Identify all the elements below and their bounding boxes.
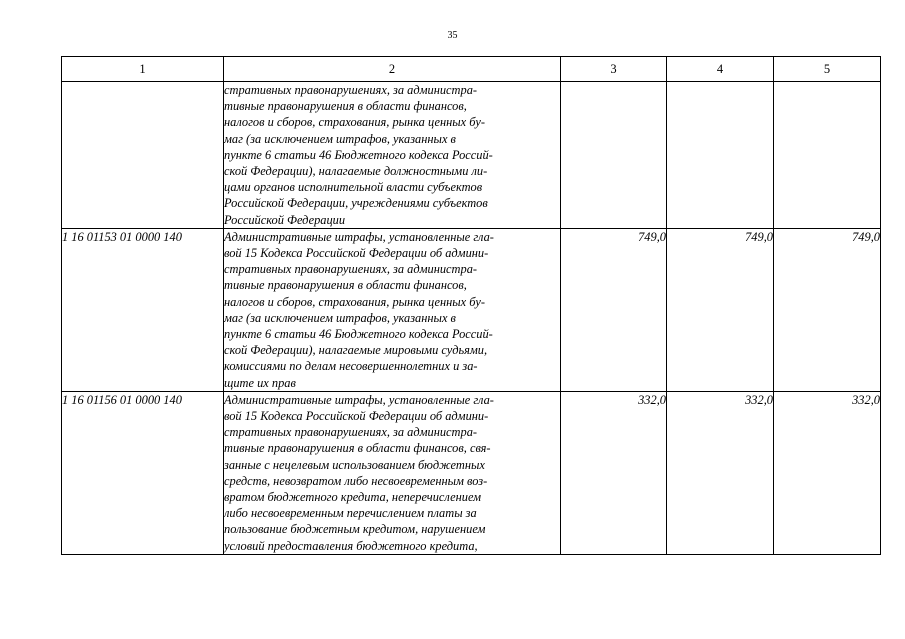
description-line: налогов и сборов, страхования, рынка ценных бу-	[224, 294, 485, 309]
description-line: стративных правонарушениях, за администра-	[224, 83, 478, 97]
row-value-col5: 332,0	[774, 391, 881, 554]
description-line: либо несвоевременным перечислением платы за	[224, 506, 477, 521]
description-line: пункте 6 статьи 46 Бюджетного кодекса Россий-	[224, 147, 493, 162]
table-header-row	[62, 57, 881, 82]
row-description	[224, 391, 561, 554]
description-line: Административные штрафы, установленные гла-	[224, 392, 494, 407]
column-header-3: 3	[561, 57, 667, 82]
table-row	[62, 391, 881, 554]
row-value-col3: 332,0	[561, 391, 667, 554]
column-header-5: 5	[774, 57, 881, 82]
page-number: 35	[447, 30, 458, 41]
description-line: Административные штрафы, установленные гла-	[224, 229, 494, 244]
table-row	[62, 228, 881, 391]
description-line: цами органов исполнительной власти субъектов	[224, 180, 483, 195]
description-line: стративных правонарушениях, за администра-	[224, 425, 478, 440]
description-line: тивные правонарушения в области финансов,	[224, 99, 467, 114]
description-line: маг (за исключением штрафов, указанных в	[224, 310, 456, 325]
description-line: вой 15 Кодекса Российской Федерации об админи-	[224, 409, 489, 424]
row-value-col3	[561, 82, 667, 229]
description-line: тивные правонарушения в области финансов,	[224, 278, 467, 293]
row-code: 1 16 01153 01 0000 140	[62, 228, 224, 391]
row-value-col4: 332,0	[667, 391, 774, 554]
description-line: стративных правонарушениях, за администра-	[224, 262, 478, 277]
description-line: занные с нецелевым использованием бюджетных	[224, 457, 485, 472]
description-line: Российской Федерации	[224, 212, 346, 227]
description-line: ской Федерации), налагаемые мировыми судьями,	[224, 343, 488, 358]
row-description	[224, 82, 561, 229]
description-line: вой 15 Кодекса Российской Федерации об админи-	[224, 246, 489, 261]
description-line: тивные правонарушения в области финансов, свя-	[224, 441, 491, 456]
description-line: пункте 6 статьи 46 Бюджетного кодекса Россий-	[224, 327, 493, 342]
row-code: 1 16 01156 01 0000 140	[62, 391, 224, 554]
row-value-col4	[667, 82, 774, 229]
column-header-4: 4	[667, 57, 774, 82]
description-line: вратом бюджетного кредита, неперечислением	[224, 490, 482, 505]
row-code	[62, 82, 224, 229]
description-line: маг (за исключением штрафов, указанных в	[224, 131, 456, 146]
row-value-col4: 749,0	[667, 228, 774, 391]
description-line: ской Федерации), налагаемые должностными ли-	[224, 164, 488, 179]
description-line: комиссиями по делам несовершеннолетних и за-	[224, 359, 478, 374]
column-header-2: 2	[224, 57, 561, 82]
description-line: щите их прав	[224, 375, 296, 390]
row-value-col3: 749,0	[561, 228, 667, 391]
description-line: налогов и сборов, страхования, рынка ценных бу-	[224, 115, 485, 130]
row-value-col5: 749,0	[774, 228, 881, 391]
description-line: условий предоставления бюджетного кредита,	[224, 538, 478, 553]
description-line: Российской Федерации, учреждениями субъектов	[224, 196, 488, 211]
budget-table	[61, 56, 881, 555]
table-row	[62, 82, 881, 229]
column-header-1: 1	[62, 57, 224, 82]
row-value-col5	[774, 82, 881, 229]
row-description	[224, 228, 561, 391]
description-line: пользование бюджетным кредитом, нарушением	[224, 522, 486, 537]
description-line: средств, невозвратом либо несвоевременным воз-	[224, 473, 488, 488]
